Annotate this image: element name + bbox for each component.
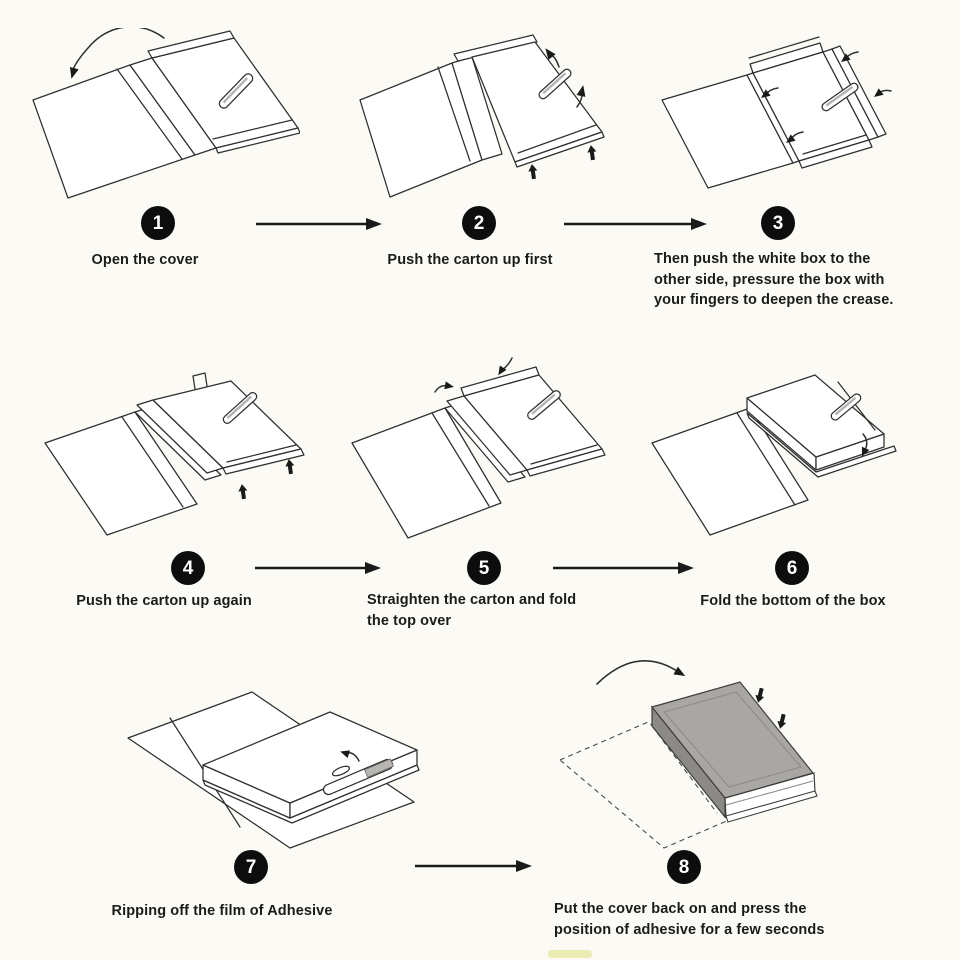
step8-caption [554, 899, 834, 940]
highlighter-smudge [548, 950, 592, 958]
caption-line: Then push the white box to the [654, 251, 871, 267]
close-cover-curved-arrow-icon [597, 661, 687, 684]
caption-line: other side, pressure the box with [654, 271, 885, 288]
caption-line: Straighten the carton and fold [367, 592, 577, 608]
step4-number-badge: 4 [171, 551, 205, 585]
step7-illustration [95, 665, 440, 860]
step4-caption [74, 591, 254, 612]
push-up-arrow-icon [586, 144, 597, 160]
step8-number-badge: 8 [667, 850, 701, 884]
caption-line: your fingers to deepen the crease. [654, 292, 894, 308]
top-tab [193, 373, 207, 389]
step3-number-badge: 3 [761, 206, 795, 240]
push-up-arrow-icon [284, 458, 295, 474]
step1-number-badge: 1 [141, 206, 175, 240]
flow-arrow [254, 561, 382, 575]
flow-arrow [552, 561, 696, 575]
step6-illustration [648, 368, 950, 558]
caption-line: Push the carton up first [387, 252, 553, 268]
press-arrow-icon [872, 88, 891, 100]
step2-caption [380, 250, 560, 271]
caption-line: Ripping off the film of Adhesive [111, 903, 333, 919]
step3-caption [654, 249, 899, 311]
step5-illustration [338, 352, 630, 557]
caption-line: the top over [367, 612, 452, 629]
step1-illustration [20, 28, 300, 208]
flow-arrow [414, 859, 534, 873]
step2-illustration [330, 20, 620, 205]
caption-line: Fold the bottom of the box [700, 593, 886, 609]
step8-illustration [530, 652, 860, 852]
push-up-arrow-icon [237, 483, 248, 499]
opened-box-drawing [33, 31, 300, 198]
caption-line: Open the cover [91, 252, 199, 268]
step6-caption [693, 591, 893, 612]
step4-illustration [25, 368, 310, 560]
step2-number-badge: 2 [462, 206, 496, 240]
fold-arrow-icon [435, 381, 455, 392]
step1-caption [65, 250, 225, 271]
caption-line: Put the cover back on and press the [554, 901, 807, 917]
step7-caption [107, 901, 337, 922]
push-up-arrow-icon [527, 163, 538, 179]
push-down-arrow-icon [776, 713, 788, 730]
flow-arrow [563, 217, 709, 231]
caption-line: position of adhesive for a few seconds [554, 921, 825, 938]
caption-line: Push the carton up again [76, 593, 252, 609]
step5-number-badge: 5 [467, 551, 501, 585]
step3-illustration [645, 28, 955, 210]
step6-number-badge: 6 [775, 551, 809, 585]
step7-number-badge: 7 [234, 850, 268, 884]
flow-arrow [255, 217, 383, 231]
step5-caption [367, 590, 592, 631]
